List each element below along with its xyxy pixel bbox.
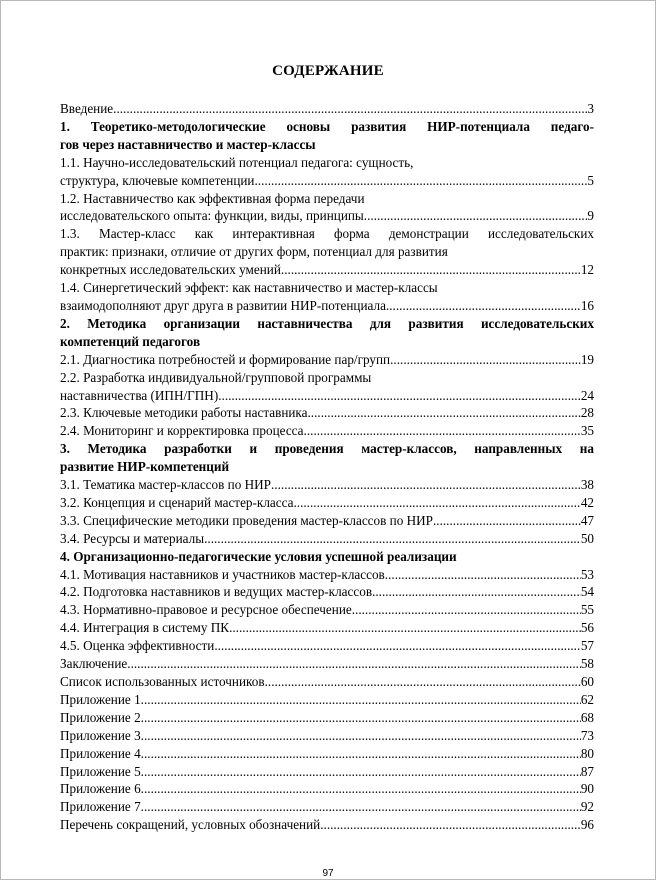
toc-entry-line bbox=[60, 583, 594, 601]
toc-leader-dots bbox=[281, 261, 581, 279]
toc-leader-dots bbox=[304, 422, 581, 440]
toc-entry-line bbox=[60, 780, 594, 798]
toc-page-number: 56 bbox=[580, 620, 594, 636]
toc-leader-dots bbox=[385, 566, 581, 584]
toc-page-number: 35 bbox=[580, 423, 594, 439]
toc-page-number: 19 bbox=[580, 351, 594, 367]
toc-entry-line bbox=[60, 387, 594, 405]
toc-entry-text: структура, ключевые компетенции bbox=[60, 172, 255, 188]
toc-entry-line bbox=[60, 709, 594, 727]
toc-leader-dots bbox=[271, 476, 581, 494]
toc-page-number: 87 bbox=[580, 763, 594, 779]
toc-entry-text: Введение bbox=[60, 101, 114, 116]
toc-leader-dots bbox=[141, 691, 581, 709]
toc-entry-line bbox=[60, 673, 594, 691]
toc-entry-text: 4.5. Оценка эффективности bbox=[60, 638, 215, 654]
toc-page-number: 50 bbox=[580, 530, 594, 546]
toc-entry-line bbox=[60, 798, 594, 816]
toc-title: СОДЕРЖАНИЕ bbox=[272, 63, 384, 79]
toc-page-number: 5 bbox=[587, 172, 594, 188]
toc-entry-text: 2.1. Диагностика потребностей и формирование пар/групп bbox=[60, 351, 391, 367]
toc-entry-line bbox=[60, 512, 594, 530]
toc-page-number: 24 bbox=[580, 387, 594, 403]
toc-page-number: 3 bbox=[587, 101, 594, 116]
toc-entry-text: Приложение 6 bbox=[60, 781, 141, 797]
toc-entry-line bbox=[60, 727, 594, 745]
toc-page-number: 38 bbox=[580, 477, 594, 493]
toc-entry-text: 4.2. Подготовка наставников и ведущих мастер-классов bbox=[60, 584, 373, 600]
toc-leader-dots bbox=[204, 530, 581, 548]
toc-leader-dots bbox=[218, 387, 581, 405]
toc-section-heading: 1. Теоретико-методологические основы развития НИР-потенциала педаго- bbox=[60, 118, 594, 134]
toc-page-number: 28 bbox=[580, 405, 594, 421]
toc-page-number: 68 bbox=[580, 709, 594, 725]
toc-entry-text: 4.3. Нормативно-правовое и ресурсное обеспечение bbox=[60, 602, 352, 618]
toc-leader-dots bbox=[372, 583, 581, 601]
table-of-contents bbox=[60, 100, 594, 834]
toc-leader-dots bbox=[141, 763, 581, 781]
toc-entry-line bbox=[60, 566, 594, 584]
toc-entry-line bbox=[60, 745, 594, 763]
toc-entry-text: Приложение 4 bbox=[60, 745, 141, 761]
toc-entry-text: 3.4. Ресурсы и материалы bbox=[60, 530, 205, 546]
toc-page-number: 54 bbox=[580, 584, 594, 600]
toc-entry-line bbox=[60, 816, 594, 834]
toc-leader-dots bbox=[141, 780, 581, 798]
toc-entry-line: 1.3. Мастер-класс как интерактивная форма демонстрации исследовательских bbox=[60, 226, 594, 242]
toc-section-heading: 4. Организационно-педагогические условия успешной реализации bbox=[60, 548, 457, 564]
toc-entry-text: 3.3. Специфические методики проведения мастер-классов по НИР bbox=[60, 512, 433, 528]
toc-leader-dots bbox=[141, 745, 581, 763]
toc-entry-text: 3.2. Концепция и сценарий мастер-класса bbox=[60, 494, 294, 510]
toc-page-number: 55 bbox=[580, 602, 594, 618]
toc-entry-text: 2.4. Мониторинг и корректировка процесса bbox=[60, 423, 304, 439]
toc-page-number: 60 bbox=[580, 674, 594, 689]
toc-leader-dots bbox=[308, 404, 581, 422]
toc-entry-text: Приложение 5 bbox=[60, 763, 141, 779]
toc-entry-line bbox=[60, 601, 594, 619]
toc-entry-text: наставничества (ИПН/ГПН) bbox=[60, 387, 219, 403]
toc-leader-dots bbox=[433, 512, 581, 530]
toc-leader-dots bbox=[127, 655, 581, 673]
toc-entry-line bbox=[60, 404, 594, 422]
toc-page-number: 42 bbox=[580, 494, 594, 510]
toc-entry-line bbox=[60, 494, 594, 512]
toc-page-number: 92 bbox=[580, 799, 594, 815]
toc-entry-line bbox=[60, 691, 594, 709]
toc-page-number: 58 bbox=[580, 656, 594, 672]
toc-entry-line bbox=[60, 297, 594, 315]
toc-entry-line: 1.2. Наставничество как эффективная форма передачи bbox=[60, 190, 365, 206]
toc-entry-text: Приложение 3 bbox=[60, 727, 141, 743]
toc-entry-text: конкретных исследовательских умений bbox=[60, 262, 281, 278]
toc-entry-line bbox=[60, 763, 594, 781]
toc-leader-dots bbox=[214, 637, 581, 655]
toc-entry-line: 1.4. Синергетический эффект: как наставничество и мастер-классы bbox=[60, 280, 438, 296]
toc-entry-text: 4.4. Интеграция в систему ПК bbox=[60, 620, 230, 636]
toc-entry-line bbox=[60, 100, 594, 118]
toc-entry-line bbox=[60, 619, 594, 637]
toc-page-number: 53 bbox=[580, 566, 594, 582]
toc-entry-text: 4.1. Мотивация наставников и участников мастер-классов bbox=[60, 566, 385, 582]
toc-entry-line bbox=[60, 476, 594, 494]
toc-leader-dots bbox=[293, 494, 580, 512]
toc-leader-dots bbox=[141, 727, 581, 745]
toc-entry-line bbox=[60, 351, 594, 369]
toc-entry-line bbox=[60, 637, 594, 655]
toc-entry-text: 2.3. Ключевые методики работы наставника bbox=[60, 405, 308, 421]
toc-section-heading: 2. Методика организации наставничества для развития исследовательских bbox=[60, 315, 594, 331]
toc-page-number: 9 bbox=[587, 208, 594, 224]
toc-leader-dots bbox=[229, 619, 581, 637]
toc-entry-line bbox=[60, 261, 594, 279]
toc-page-number: 62 bbox=[580, 691, 594, 707]
toc-page-number: 80 bbox=[580, 745, 594, 761]
toc-leader-dots bbox=[255, 172, 588, 190]
toc-page-number: 90 bbox=[580, 781, 594, 797]
toc-leader-dots bbox=[265, 673, 581, 691]
toc-entry-line bbox=[60, 422, 594, 440]
toc-entry-text: взаимодополняют друг друга в развитии НИР-потенциала bbox=[60, 297, 386, 313]
toc-page-number: 47 bbox=[580, 512, 594, 528]
toc-page-number: 73 bbox=[580, 727, 594, 743]
toc-leader-dots bbox=[141, 798, 581, 816]
toc-leader-dots bbox=[386, 297, 581, 315]
toc-entry-line bbox=[60, 655, 594, 673]
toc-section-heading: гов через наставничество и мастер-классы bbox=[60, 136, 316, 152]
toc-page-number: 96 bbox=[580, 817, 594, 833]
toc-entry-line: практик: признаки, отличие от других форм, потенциал для развития bbox=[60, 244, 448, 260]
toc-entry-text: Приложение 1 bbox=[60, 691, 141, 707]
toc-leader-dots bbox=[352, 601, 581, 619]
toc-section-heading: развитие НИР-компетенций bbox=[60, 459, 230, 475]
page-number: 97 bbox=[322, 868, 334, 879]
toc-page-number: 16 bbox=[580, 297, 594, 313]
toc-entry-text: Перечень сокращений, условных обозначений bbox=[60, 817, 321, 833]
toc-section-heading: 3. Методика разработки и проведения мастер-классов, направленных на bbox=[60, 441, 594, 457]
toc-section-heading: компетенций педагогов bbox=[60, 333, 201, 349]
toc-page-number: 57 bbox=[580, 638, 594, 654]
toc-page-number: 12 bbox=[580, 262, 594, 278]
toc-entry-line: 2.2. Разработка индивидуальной/групповой программы bbox=[60, 369, 372, 385]
toc-entry-line bbox=[60, 207, 594, 225]
toc-entry-text: Приложение 7 bbox=[60, 799, 141, 815]
toc-entry-line bbox=[60, 172, 594, 190]
toc-entry-line bbox=[60, 530, 594, 548]
toc-entry-text: Заключение bbox=[60, 656, 128, 672]
toc-leader-dots bbox=[364, 207, 588, 225]
toc-leader-dots bbox=[141, 709, 581, 727]
toc-entry-text: исследовательского опыта: функции, виды, принципы bbox=[60, 208, 364, 224]
toc-entry-line: 1.1. Научно-исследовательский потенциал педагога: сущность, bbox=[60, 154, 414, 170]
toc-leader-dots bbox=[113, 100, 587, 118]
toc-entry-text: Список использованных источников bbox=[60, 674, 265, 689]
toc-entry-text: 3.1. Тематика мастер-классов по НИР bbox=[60, 477, 271, 493]
toc-leader-dots bbox=[390, 351, 581, 369]
toc-leader-dots bbox=[320, 816, 581, 834]
toc-entry-text: Приложение 2 bbox=[60, 709, 141, 725]
